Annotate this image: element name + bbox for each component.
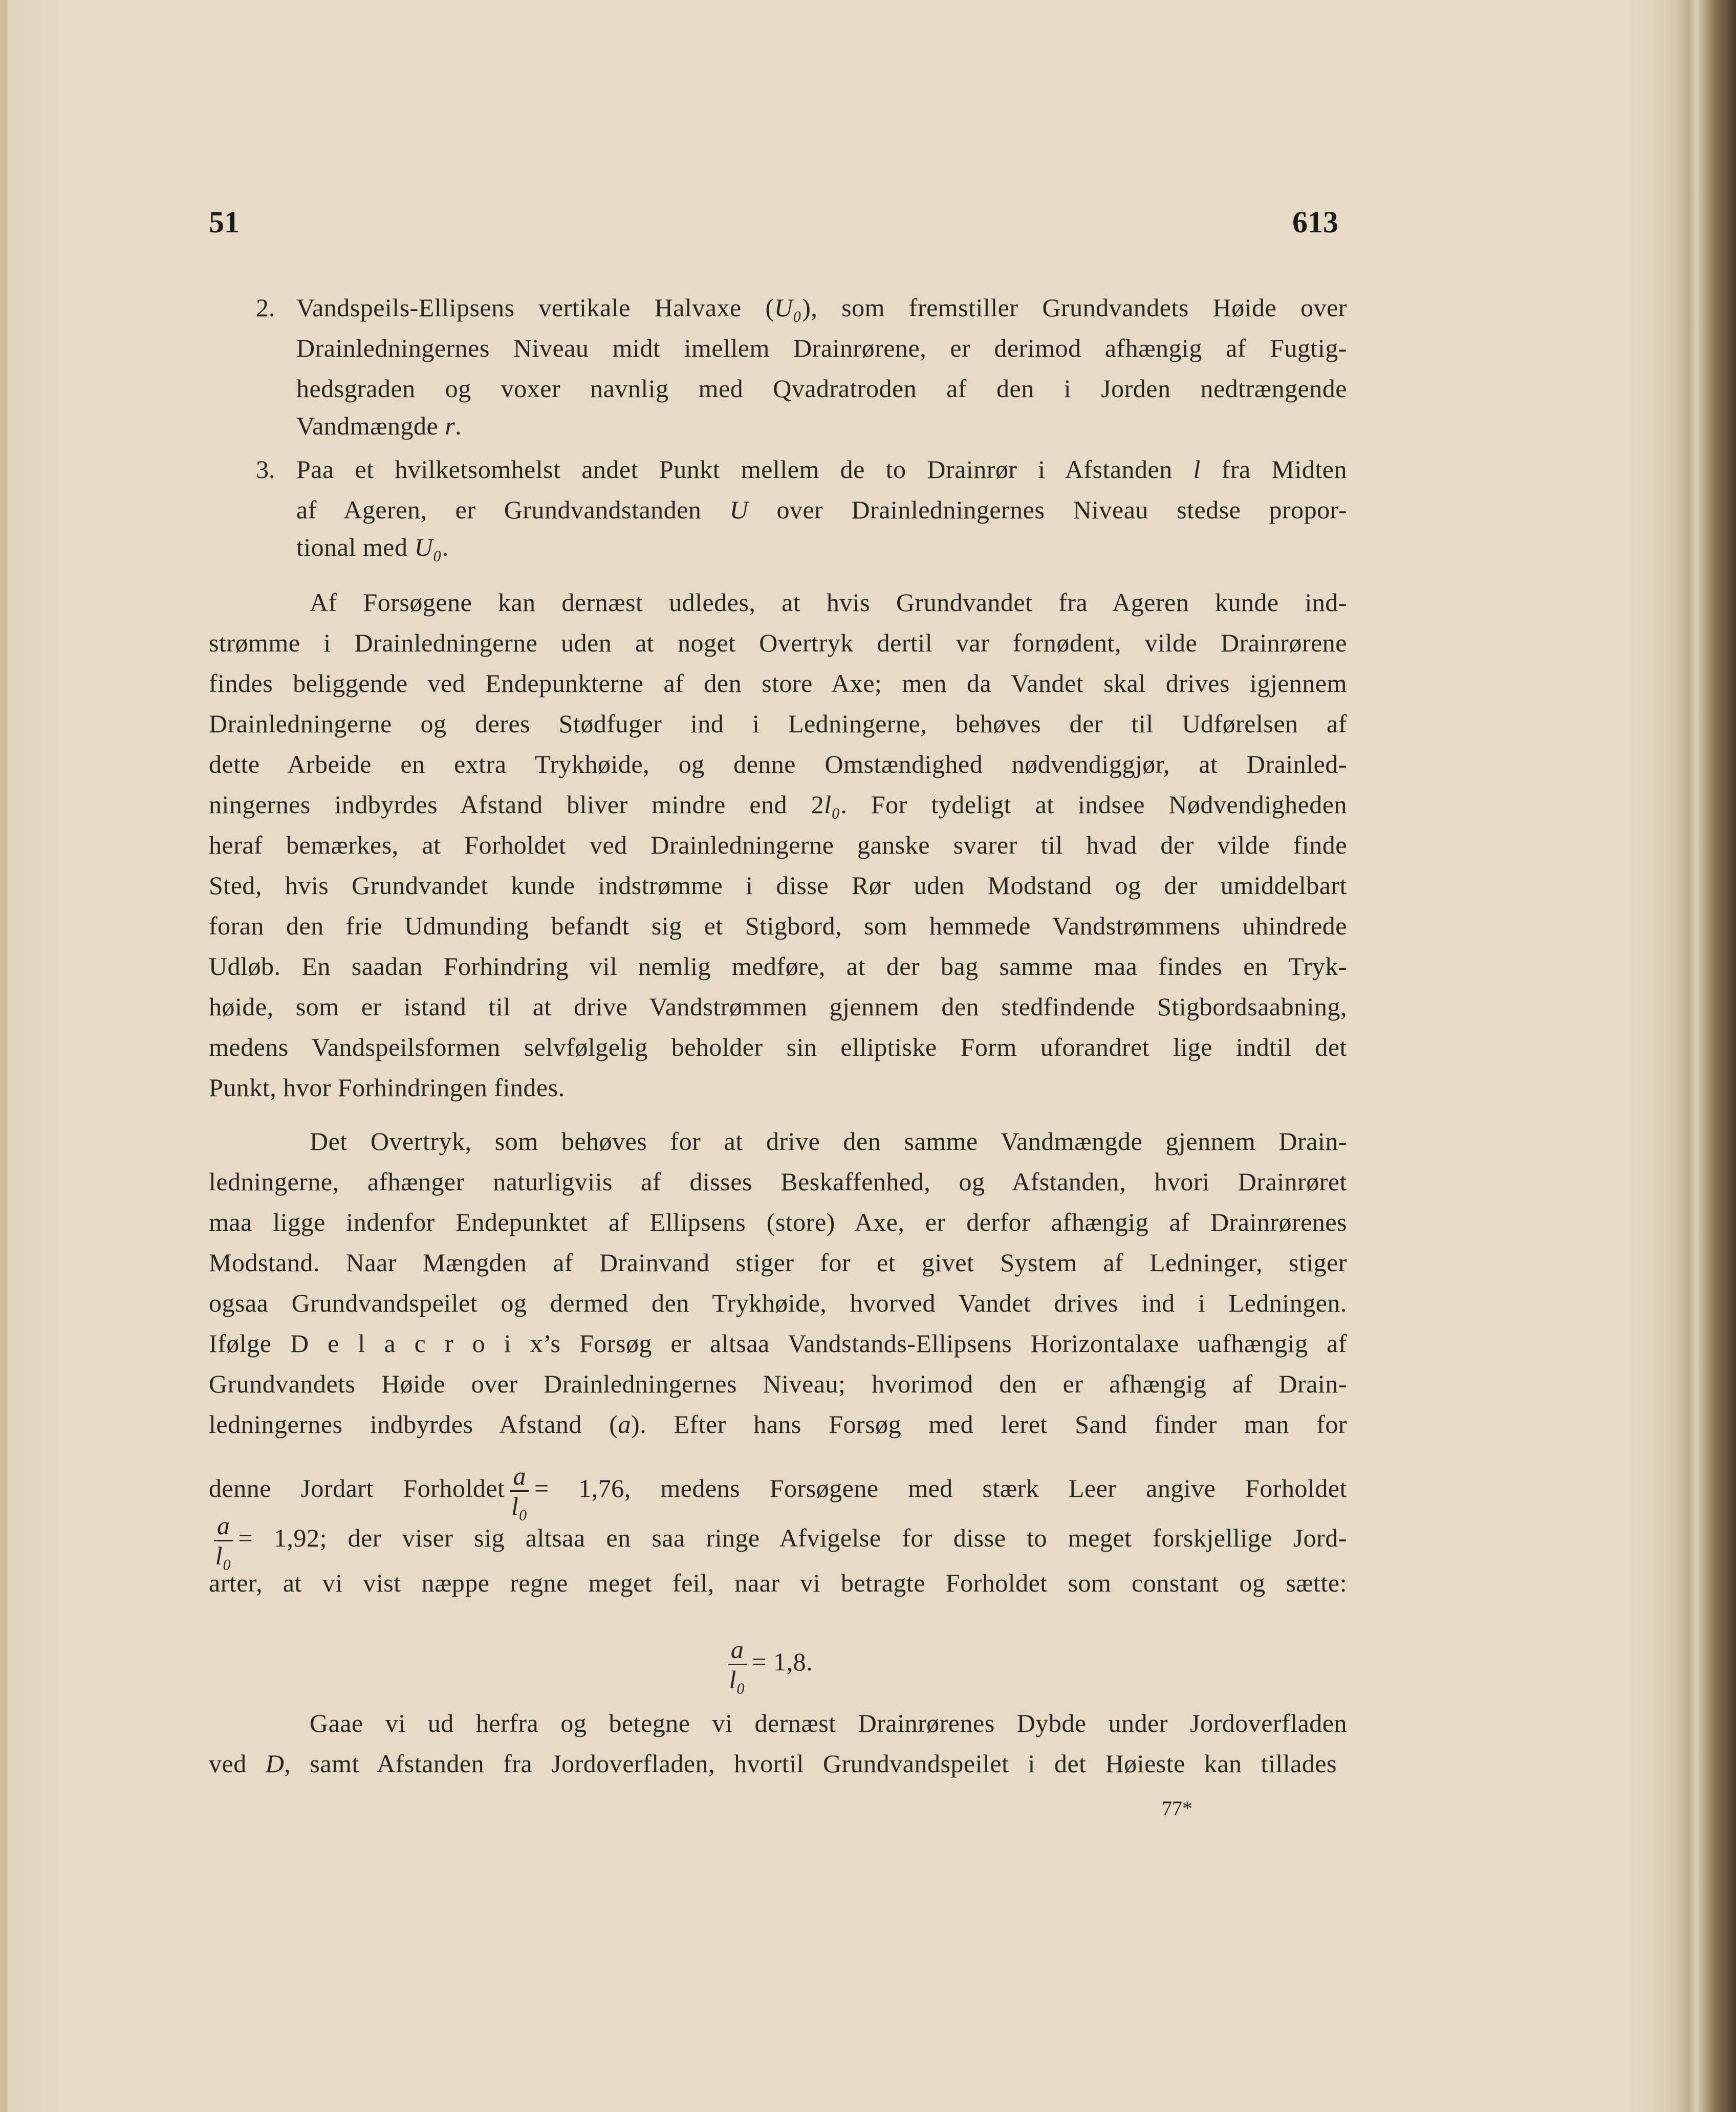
- numerator: a: [510, 1462, 529, 1492]
- text-line: Sted, hvis Grundvandet kunde indstrømme i disse Rør uden Modstand og der umiddelbart: [209, 871, 1347, 900]
- text-line: findes beliggende ved Endepunkterne af den store Axe; men da Vandet skal drives igjennem: [209, 669, 1347, 698]
- right-page-number: 613: [1292, 205, 1338, 239]
- text-line: $\frac{a}{\text{l₀}}$ = 1,8.: [665, 1635, 870, 1671]
- text-line: ved D, samt Afstanden fra Jordoverfladen, hvortil Grundvandspeilet i det Høieste kan tillades: [209, 1749, 1337, 1778]
- text-line: Ifølge D e l a c r o i x’s Forsøg er altsaa Vandstands-Ellipsens Horizontalaxe uafhængig af: [209, 1329, 1347, 1358]
- text-line: Paa et hvilketsomhelst andet Punkt mellem de to Drainrør i Afstanden l fra Midten: [296, 454, 1347, 484]
- text-line: strømme i Drainledningerne uden at noget Overtryk dertil var fornødent, vilde Drainrørene: [209, 628, 1347, 658]
- text-line: foran den frie Udmunding befandt sig et Stigbord, som hemmede Vandstrømmens uhindrede: [209, 911, 1347, 940]
- math-variable: U₀: [774, 293, 802, 322]
- text-line: Modstand. Naar Mængden af Drainvand stiger for et givet System af Ledninger, stiger: [209, 1248, 1347, 1277]
- text-line: medens Vandspeilsformen selvfølgelig beholder sin elliptiske Form uforandret lige indtil det: [209, 1032, 1347, 1061]
- text-line: ningernes indbyrdes Afstand bliver mindre end 2l₀. For tydeligt at indsee Nødvendigheden: [209, 790, 1347, 819]
- text-line: Vandspeils-Ellipsens vertikale Halvaxe (U₀), som fremstiller Grundvandets Høide over: [296, 293, 1348, 322]
- math-variable: r: [445, 411, 455, 441]
- text-line: Grundvandets Høide over Drainledningernes Niveau; hvorimod den er afhængig af Drain-: [209, 1369, 1347, 1398]
- text-line: af Ageren, er Grundvandstanden U over Drainledningernes Niveau stedse propor-: [296, 495, 1347, 524]
- signature-mark: 77*: [1162, 1797, 1192, 1820]
- list-number: 2.: [256, 293, 275, 322]
- left-page-number: 51: [209, 205, 240, 239]
- text-line: arter, at vi vist næppe regne meget feil, naar vi betragte Forholdet som constant og sætte:: [209, 1569, 1347, 1598]
- text-line: Drainledningernes Niveau midt imellem Drainrørene, er derimod afhængig af Fugtig-: [296, 333, 1347, 362]
- text-line: Punkt, hvor Forhindringen findes.: [209, 1073, 565, 1102]
- text-line: Udløb. En saadan Forhindring vil nemlig medføre, at der bag samme maa findes en Tryk-: [209, 951, 1347, 981]
- text-line: ledningernes indbyrdes Afstand (a). Efter hans Forsøg med leret Sand finder man for: [209, 1409, 1347, 1439]
- list-number: 3.: [256, 454, 275, 484]
- text-line: høide, som er istand til at drive Vandstrømmen gjennem den stedfindende Stigbordsaabning,: [209, 992, 1347, 1021]
- text-line: Drainledningerne og deres Stødfuger ind i Ledningerne, behøves der til Udførelsen af: [209, 709, 1347, 738]
- text-line: dette Arbeide en extra Trykhøide, og denne Omstændighed nødvendiggjør, at Drainled-: [209, 750, 1347, 779]
- text-line: Af Forsøgene kan dernæst udledes, at hvis Grundvandet fra Ageren kunde ind-: [310, 588, 1347, 617]
- text-line: $\frac{a}{\text{l₀}}$ = 1,92; der viser sig altsaa en saa ringe Afvigelse for disse to meget forskjellige Jord-: [209, 1511, 1347, 1547]
- denominator: l₀: [215, 1541, 232, 1571]
- fraction: [214, 1511, 233, 1570]
- text-line: Gaae vi ud herfra og betegne vi dernæst Drainrørenes Dybde under Jordoverfladen: [310, 1709, 1347, 1738]
- text-line: denne Jordart Forholdet $\frac{a}{\text{l₀}}$ = 1,76, medens Forsøgene med stærk Leer angive Forholdet: [209, 1461, 1347, 1520]
- text-line: hedsgraden og voxer navnlig med Qvadratroden af den i Jorden nedtrængende: [296, 374, 1347, 403]
- text-line: heraf bemærkes, at Forholdet ved Drainledningerne ganske svarer til hvad der vilde finde: [209, 831, 1347, 860]
- denominator: l₀: [511, 1491, 528, 1520]
- denominator: l₀: [729, 1665, 746, 1694]
- math-variable: D: [265, 1749, 285, 1778]
- text-line: Vandmængde r.: [296, 411, 462, 441]
- math-variable: l: [1193, 454, 1201, 484]
- text-line: maa ligge indenfor Endepunktet af Ellipsens (store) Axe, er derfor afhængig af Drainrørenes: [209, 1208, 1347, 1236]
- math-variable: U₀: [414, 533, 442, 562]
- page-left-edge: [0, 0, 7, 2112]
- numerator: a: [728, 1635, 747, 1665]
- text-line: Det Overtryk, som behøves for at drive den samme Vandmængde gjennem Drain-: [310, 1127, 1347, 1156]
- math-variable: U: [729, 495, 749, 524]
- text-line: ledningerne, afhænger naturligviis af disses Beskaffenhed, og Afstanden, hvori Drainrøret: [209, 1167, 1347, 1196]
- math-variable: l₀: [824, 790, 841, 819]
- numerator: a: [214, 1511, 233, 1541]
- math-variable: a: [618, 1409, 631, 1439]
- text-line: tional med U₀.: [296, 533, 449, 562]
- text-line: ogsaa Grundvandspeilet og dermed den Trykhøide, hvorved Vandet drives ind i Ledningen.: [209, 1288, 1347, 1317]
- fraction: [728, 1635, 747, 1694]
